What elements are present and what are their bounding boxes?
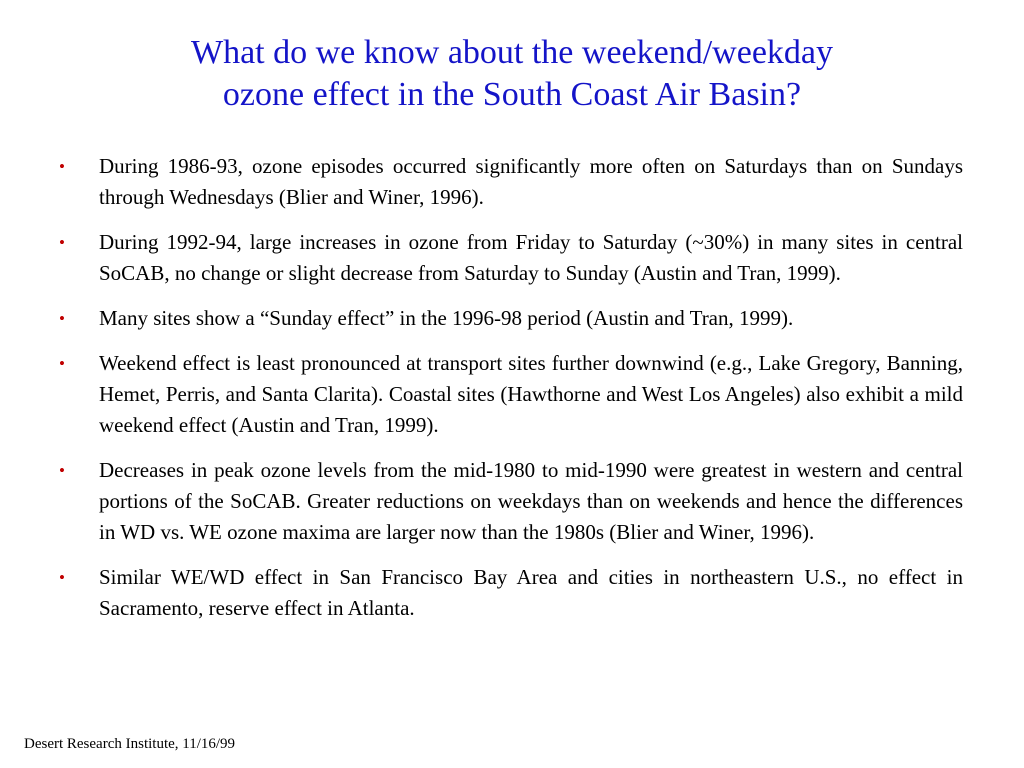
bullet-item (58, 303, 963, 334)
bullet-item (58, 562, 963, 624)
bullet-text: During 1986-93, ozone episodes occurred significantly more often on Saturdays than on Sundays through Wednesdays (Blier and Winer, 1996). (99, 154, 963, 209)
bullet-icon: • (59, 309, 65, 328)
bullet-text: During 1992-94, large increases in ozone from Friday to Saturday (~30%) in many sites in central SoCAB, no change or slight decrease from Saturday to Sunday (Austin and Tran, 1999). (99, 230, 963, 285)
bullet-icon: • (59, 568, 65, 587)
title-line-2: ozone effect in the South Coast Air Basin? (222, 76, 802, 113)
bullet-text: Similar WE/WD effect in San Francisco Bay Area and cities in northeastern U.S., no effect in Sacramento, reserve effect in Atlanta. (99, 565, 963, 620)
bullet-text: Weekend effect is least pronounced at transport sites further downwind (e.g., Lake Gregory, Banning, Hemet, Perris, and Santa Clarita). Coastal sites (Hawthorne and West Los Angeles) also exhibit a mild weekend effect (Austin and Tran, 1999). (99, 351, 963, 437)
bullet-icon: • (59, 157, 65, 176)
bullet-item (58, 227, 963, 289)
bullet-icon: • (59, 461, 65, 480)
title-line-1: What do we know about the weekend/weekday (191, 34, 833, 71)
slide-title (60, 32, 964, 116)
bullet-text: Decreases in peak ozone levels from the mid-1980 to mid-1990 were greatest in western and central portions of the SoCAB. Greater reductions on weekdays than on weekends and hence the differences in WD vs. WE ozone maxima are larger now than the 1980s (Blier and Winer, 1996). (99, 458, 963, 544)
bullet-list (58, 151, 963, 638)
bullet-item (58, 455, 963, 548)
bullet-text: Many sites show a “Sunday effect” in the 1996-98 period (Austin and Tran, 1999). (99, 306, 794, 330)
bullet-item (58, 151, 963, 213)
bullet-icon: • (59, 354, 65, 373)
bullet-icon: • (59, 233, 65, 252)
footer-text: Desert Research Institute, 11/16/99 (24, 736, 236, 752)
bullet-item (58, 348, 963, 441)
